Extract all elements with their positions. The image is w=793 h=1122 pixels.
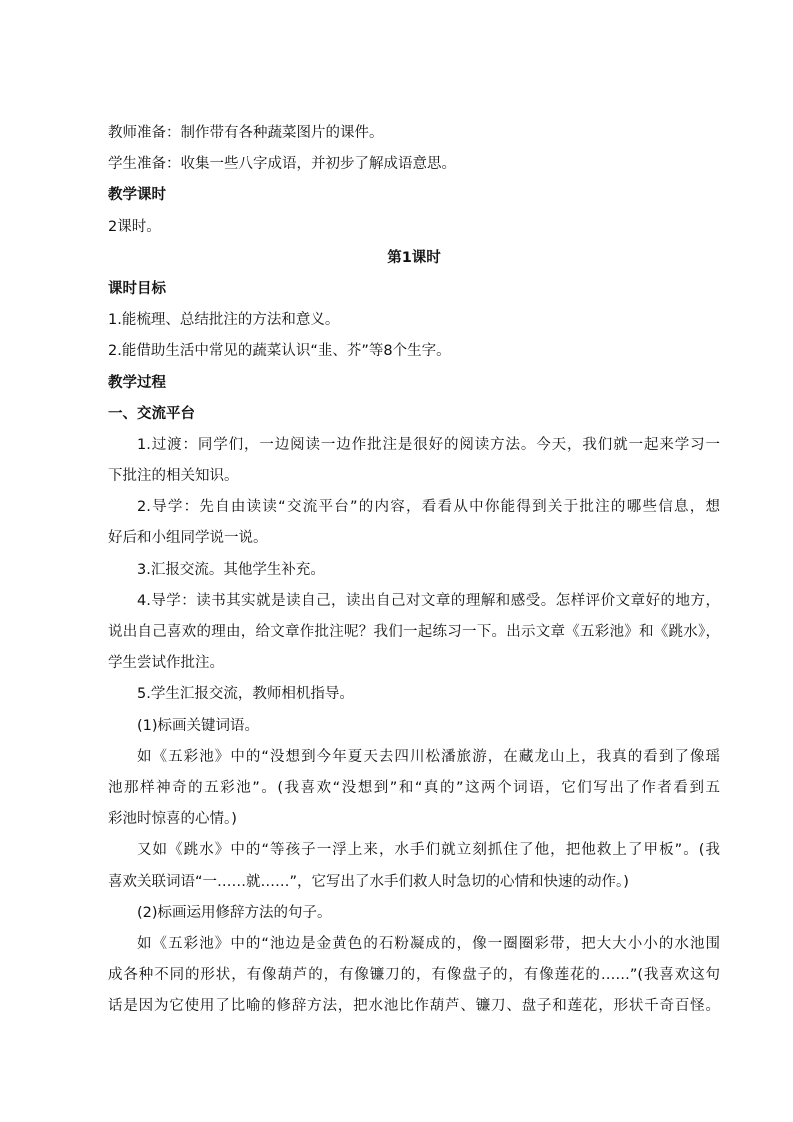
- heading-section-one: 一、交流平台: [108, 405, 195, 422]
- paragraph-line: 彩池时惊喜的心情。): [108, 811, 237, 828]
- subheading-rhetoric: (2)标画运用修辞方法的句子。: [137, 904, 332, 921]
- paragraph-line: 4.导学：读书其实就是读自己，读出自己对文章的理解和感受。怎样评价文章好的地方，: [137, 592, 720, 609]
- paragraph-line: 1.过渡：同学们，一边阅读一边作批注是很好的阅读方法。今天，我们就一起来学习一: [137, 436, 720, 453]
- heading-lesson-goals: 课时目标: [108, 280, 166, 297]
- paragraph-line: 话是因为它使用了比喻的修辞方法，把水池比作葫芦、镰刀、盘子和莲花，形状千奇百怪。: [108, 998, 720, 1015]
- paragraph-line: 说出自己喜欢的理由，给文章作批注呢？我们一起练习一下。出示文章《五彩池》和《跳水》，: [108, 624, 720, 640]
- heading-first-lesson: 第1课时: [387, 249, 441, 266]
- heading-lesson-hours: 教学课时: [108, 187, 166, 204]
- paragraph-line: 好后和小组同学说一说。: [108, 530, 268, 547]
- paragraph-line: 喜欢关联词语“一……就……”，它写出了水手们救人时急切的心情和快速的动作。): [108, 873, 629, 890]
- lesson-hours-value: 2课时。: [108, 218, 161, 235]
- paragraph-line: 学生尝试作批注。: [108, 655, 224, 672]
- paragraph-line: 下批注的相关知识。: [108, 468, 239, 485]
- goal-item-1: 1.能梳理、总结批注的方法和意义。: [108, 312, 340, 329]
- paragraph-line: 成各种不同的形状，有像葫芦的，有像镰刀的，有像盘子的，有像莲花的……”(我喜欢这句: [108, 967, 720, 984]
- goal-item-2: 2.能借助生活中常见的蔬菜认识“韭、芥”等8个生字。: [108, 343, 451, 360]
- student-prep: 学生准备：收集一些八字成语，并初步了解成语意思。: [108, 156, 456, 173]
- document-page: [108, 118, 720, 1022]
- paragraph-line: 5.学生汇报交流，教师相机指导。: [137, 686, 354, 703]
- teacher-prep: 教师准备：制作带有各种蔬菜图片的课件。: [108, 125, 384, 141]
- paragraph-line: 2.导学：先自由读读“交流平台”的内容，看看从中你能得到关于批注的哪些信息，想: [137, 499, 720, 516]
- paragraph-line: 如《五彩池》中的“没想到今年夏天去四川松潘旅游，在藏龙山上，我真的看到了像瑶: [137, 748, 720, 765]
- paragraph-line: 如《五彩池》中的“池边是金黄色的石粉凝成的，像一圈圈彩带，把大大小小的水池围: [137, 935, 720, 952]
- paragraph-line: 3.汇报交流。其他学生补充。: [137, 561, 325, 578]
- subheading-key-words: (1)标画关键词语。: [137, 717, 260, 734]
- heading-teaching-process: 教学过程: [108, 374, 166, 391]
- paragraph-line: 又如《跳水》中的“等孩子一浮上来，水手们就立刻抓住了他，把他救上了甲板”。(我: [137, 842, 720, 859]
- paragraph-line: 池那样神奇的五彩池”。(我喜欢“没想到”和“真的”这两个词语，它们写出了作者看到五: [108, 779, 720, 796]
